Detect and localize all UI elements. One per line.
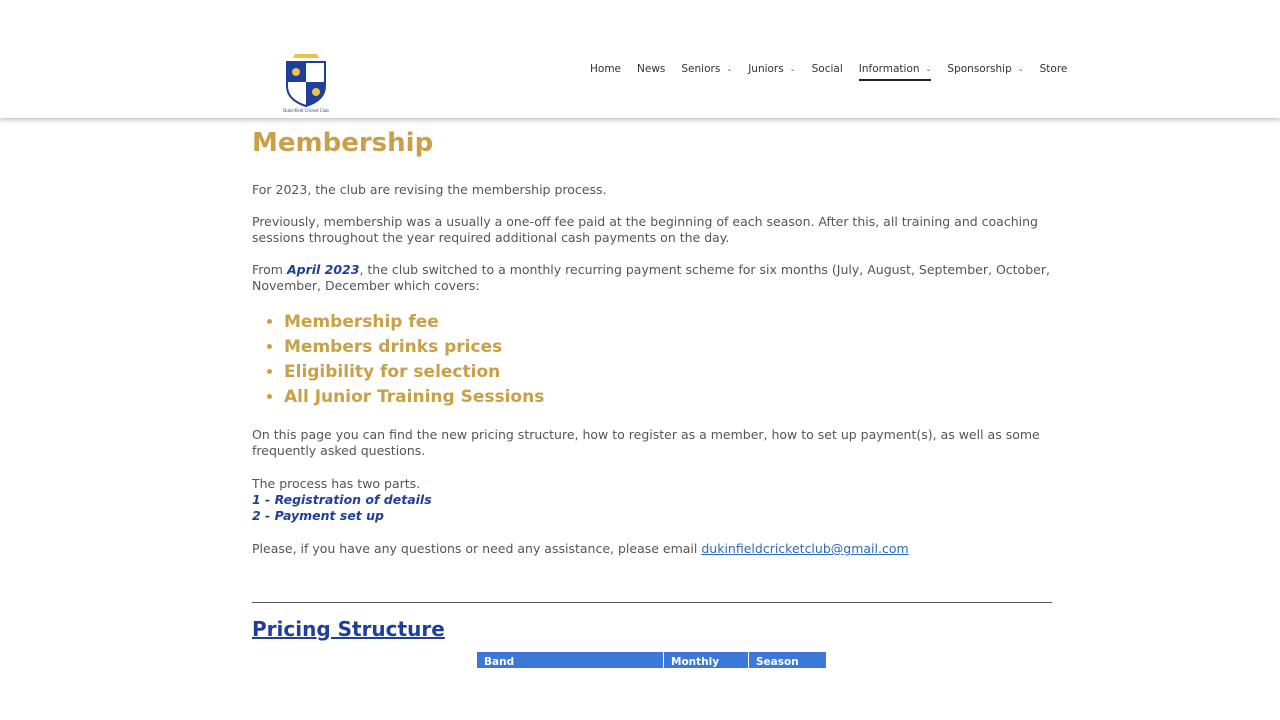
column-header-season-cost: Season Cost bbox=[756, 656, 799, 688]
club-logo[interactable] bbox=[279, 52, 333, 114]
nav-home-label: Home bbox=[590, 63, 622, 75]
column-header-monthly-cost: Monthly Cost bbox=[664, 652, 749, 668]
list-item: • All Junior Training Sessions bbox=[284, 385, 1052, 410]
nav-home[interactable] bbox=[590, 63, 621, 79]
nav-store-label: Store bbox=[1039, 63, 1068, 75]
nav-juniors-label: Juniors bbox=[748, 63, 784, 75]
contact-paragraph bbox=[252, 541, 1052, 557]
contact-prefix: Please, if you have any questions or need any assistance, please email bbox=[252, 541, 702, 556]
from-suffix: , the club switched to a monthly recurring payment scheme for six months (July, August, September, October, November, December which covers: bbox=[252, 262, 1050, 293]
page-title: Membership bbox=[252, 128, 434, 158]
email-link[interactable]: dukinfieldcricketclub@gmail.com bbox=[701, 541, 909, 556]
nav-social[interactable] bbox=[812, 63, 843, 79]
process-paragraph bbox=[252, 476, 1052, 524]
main-content bbox=[252, 118, 1052, 642]
previously-paragraph: Previously, membership was a usually a one-off fee paid at the beginning of each season. After this, all training and coaching sessions throughout the year required additional cash payments on the day. bbox=[252, 214, 1038, 245]
step-2: 2 - Payment set up bbox=[252, 508, 384, 523]
pricing-structure-heading[interactable]: Pricing Structure bbox=[252, 617, 445, 641]
logo-caption: Dukinfield Cricket Club bbox=[283, 108, 329, 113]
main-nav bbox=[582, 63, 1075, 85]
nav-sponsorship-label: Sponsorship bbox=[947, 63, 1012, 75]
nav-sponsorship[interactable] bbox=[947, 63, 1023, 79]
chevron-down-icon: ⌄ bbox=[1017, 65, 1024, 73]
list-item: • Membership fee bbox=[284, 310, 1052, 335]
nav-social-label: Social bbox=[811, 63, 843, 75]
chevron-down-icon: ⌄ bbox=[925, 65, 932, 73]
nav-news-label: News bbox=[637, 63, 666, 75]
nav-news[interactable] bbox=[637, 63, 665, 79]
nav-store[interactable] bbox=[1040, 63, 1068, 79]
from-date: April 2023 bbox=[286, 262, 360, 277]
covers-list bbox=[252, 310, 1052, 410]
list-item: • Members drinks prices bbox=[284, 335, 1052, 360]
section-divider bbox=[252, 602, 1052, 603]
from-prefix: From bbox=[252, 262, 287, 277]
list-item: • Eligibility for selection bbox=[284, 360, 1052, 385]
intro-paragraph: For 2023, the club are revising the membership process. bbox=[252, 182, 607, 197]
site-header bbox=[0, 0, 1280, 118]
chevron-down-icon: ⌄ bbox=[789, 65, 796, 73]
process-intro: The process has two parts. bbox=[252, 476, 421, 491]
nav-information-label: Information bbox=[858, 63, 920, 75]
nav-juniors[interactable] bbox=[748, 63, 795, 79]
nav-seniors-label: Seniors bbox=[681, 63, 721, 75]
from-paragraph bbox=[252, 262, 1052, 294]
step-1: 1 - Registration of details bbox=[252, 492, 432, 507]
column-header-band: Band bbox=[477, 652, 664, 668]
on-this-page-paragraph: On this page you can find the new pricing structure, how to register as a member, how to set up payment(s), as well as some frequently asked questions. bbox=[252, 427, 1040, 458]
pricing-table-header bbox=[477, 652, 826, 688]
chevron-down-icon: ⌄ bbox=[726, 65, 733, 73]
nav-information[interactable] bbox=[859, 63, 932, 81]
nav-seniors[interactable] bbox=[681, 63, 732, 79]
